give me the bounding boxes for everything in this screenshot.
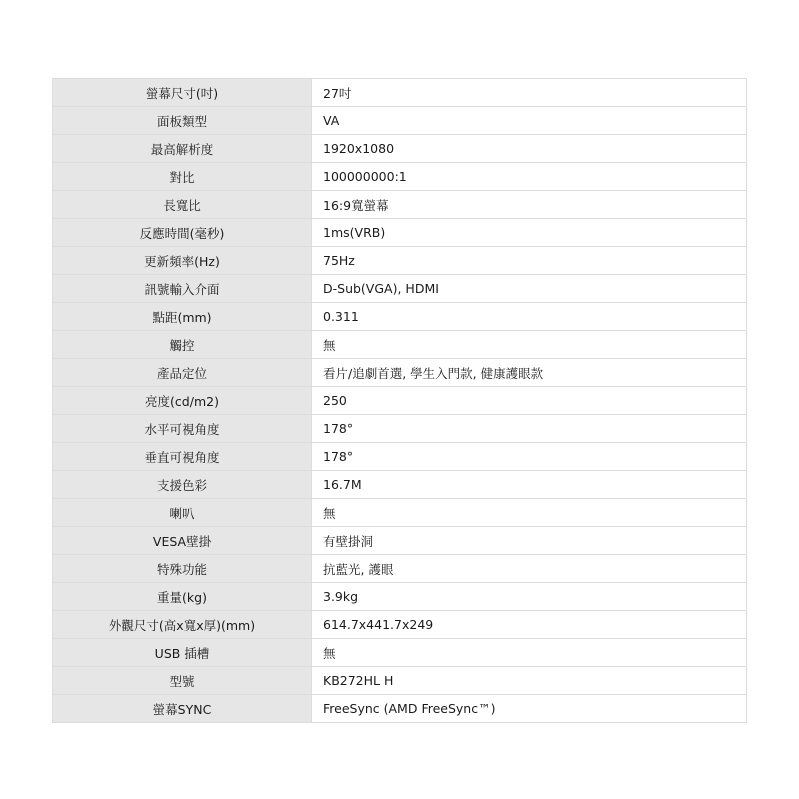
spec-value: 16.7M [312,471,747,499]
spec-label: 面板類型 [53,107,312,135]
spec-label: USB 插槽 [53,639,312,667]
spec-row [53,695,747,723]
spec-value: 無 [312,639,747,667]
spec-row [53,275,747,303]
spec-value: D-Sub(VGA), HDMI [312,275,747,303]
spec-row [53,471,747,499]
spec-value: 250 [312,387,747,415]
spec-row [53,359,747,387]
spec-row [53,499,747,527]
spec-row [53,219,747,247]
spec-row [53,415,747,443]
spec-label: 水平可視角度 [53,415,312,443]
spec-value: 100000000:1 [312,163,747,191]
spec-value: 178° [312,443,747,471]
spec-label: 對比 [53,163,312,191]
spec-value: 614.7x441.7x249 [312,611,747,639]
spec-row [53,163,747,191]
spec-row [53,639,747,667]
spec-label: VESA壁掛 [53,527,312,555]
spec-row [53,79,747,107]
spec-value: 無 [312,331,747,359]
spec-table-body [53,79,747,723]
spec-label: 訊號輸入介面 [53,275,312,303]
spec-value: 3.9kg [312,583,747,611]
spec-table [52,78,747,723]
spec-value: 1ms(VRB) [312,219,747,247]
spec-label: 亮度(cd/m2) [53,387,312,415]
spec-label: 觸控 [53,331,312,359]
spec-label: 垂直可視角度 [53,443,312,471]
spec-label: 螢幕尺寸(吋) [53,79,312,107]
spec-row [53,331,747,359]
spec-value: KB272HL H [312,667,747,695]
spec-value: 1920x1080 [312,135,747,163]
spec-value: VA [312,107,747,135]
spec-label: 反應時間(毫秒) [53,219,312,247]
spec-row [53,387,747,415]
spec-row [53,191,747,219]
spec-value: 抗藍光, 護眼 [312,555,747,583]
spec-label: 特殊功能 [53,555,312,583]
spec-row [53,443,747,471]
spec-value: 無 [312,499,747,527]
spec-label: 點距(mm) [53,303,312,331]
spec-value: 178° [312,415,747,443]
spec-label: 重量(kg) [53,583,312,611]
spec-value: FreeSync (AMD FreeSync™) [312,695,747,723]
spec-row [53,247,747,275]
spec-label: 喇叭 [53,499,312,527]
spec-row [53,135,747,163]
spec-value: 27吋 [312,79,747,107]
spec-label: 產品定位 [53,359,312,387]
spec-row [53,611,747,639]
spec-label: 長寬比 [53,191,312,219]
spec-value: 75Hz [312,247,747,275]
spec-row [53,583,747,611]
spec-row [53,667,747,695]
spec-label: 更新頻率(Hz) [53,247,312,275]
spec-row [53,303,747,331]
spec-label: 支援色彩 [53,471,312,499]
spec-label: 外觀尺寸(高x寬x厚)(mm) [53,611,312,639]
spec-value: 16:9寬螢幕 [312,191,747,219]
spec-value: 0.311 [312,303,747,331]
spec-value: 有壁掛洞 [312,527,747,555]
spec-row [53,107,747,135]
spec-label: 螢幕SYNC [53,695,312,723]
spec-row [53,527,747,555]
spec-row [53,555,747,583]
spec-label: 型號 [53,667,312,695]
spec-label: 最高解析度 [53,135,312,163]
spec-value: 看片/追劇首選, 學生入門款, 健康護眼款 [312,359,747,387]
